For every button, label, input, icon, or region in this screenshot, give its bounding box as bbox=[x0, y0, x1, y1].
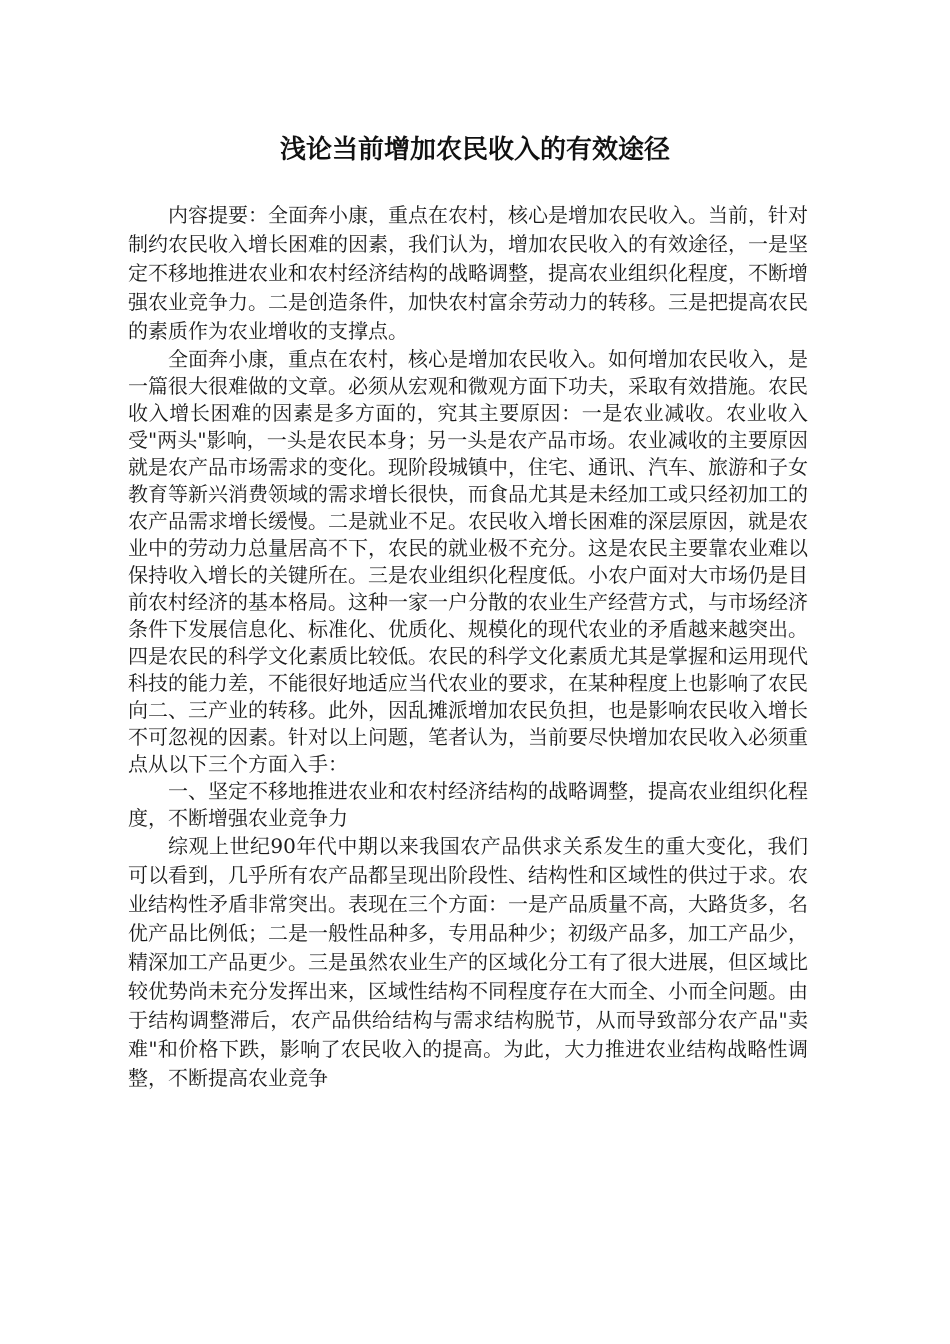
body-paragraph-structure: 综观上世纪90年代中期以来我国农产品供求关系发生的重大变化，我们可以看到，几乎所有农产品都呈现出阶段性、结构性和区域性的供过于求。农业结构性矛盾非常突出。表现在三个方面：一是产品质量不高，大路货多，名优产品比例低；二是一般性品种多，专用品种少；初级产品多，加工产品少，精深加工产品更少。三是虽然农业生产的区域化分工有了很大进展，但区域比较优势尚未充分发挥出来，区域性结构不同程度存在大而全、小而全问题。由于结构调整滞后，农产品供给结构与需求结构脱节，从而导致部分农产品"卖难"和价格下跌，影响了农民收入的提高。为此，大力推进农业结构战略性调整，不断提高农业竞争 bbox=[128, 834, 808, 1090]
document-body bbox=[128, 201, 808, 1093]
document-title: 浅论当前增加农民收入的有效途径 bbox=[279, 135, 670, 165]
abstract-paragraph: 内容提要：全面奔小康，重点在农村，核心是增加农民收入。当前，针对制约农民收入增长困难的因素，我们认为，增加农民收入的有效途径，一是坚定不移地推进农业和农村经济结构的战略调整，提高农业组织化程度，不断增强农业竞争力。二是创造条件，加快农村富余劳动力的转移。三是把提高农民的素质作为农业增收的支撑点。 bbox=[128, 203, 808, 343]
section-heading-one: 一、坚定不移地推进农业和农村经济结构的战略调整，提高农业组织化程度，不断增强农业竞争力 bbox=[128, 779, 808, 830]
body-paragraph-causes: 全面奔小康，重点在农村，核心是增加农民收入。如何增加农民收入，是一篇很大很难做的文章。必须从宏观和微观方面下功夫，采取有效措施。农民收入增长困难的因素是多方面的，究其主要原因：一是农业减收。农业收入受"两头"影响，一头是农民本身；另一头是农产品市场。农业减收的主要原因就是农产品市场需求的变化。现阶段城镇中，住宅、通讯、汽车、旅游和子女教育等新兴消费领域的需求增长很快，而食品尤其是未经加工或只经初加工的农产品需求增长缓慢。二是就业不足。农民收入增长困难的深层原因，就是农业中的劳动力总量居高不下，农民的就业极不充分。这是农民主要靠农业难以保持收入增长的关键所在。三是农业组织化程度低。小农户面对大市场仍是目前农村经济的基本格局。这种一家一户分散的农业生产经营方式，与市场经济条件下发展信息化、标准化、优质化、规模化的现代农业的矛盾越来越突出。四是农民的科学文化素质比较低。农民的科学文化素质尤其是掌握和运用现代科技的能力差，不能很好地适应当代农业的要求，在某种程度上也影响了农民向二、三产业的转移。此外，因乱摊派增加农民负担，也是影响农民收入增长不可忽视的因素。针对以上问题，笔者认为，当前要尽快增加农民收入必须重点从以下三个方面入手： bbox=[128, 347, 808, 776]
